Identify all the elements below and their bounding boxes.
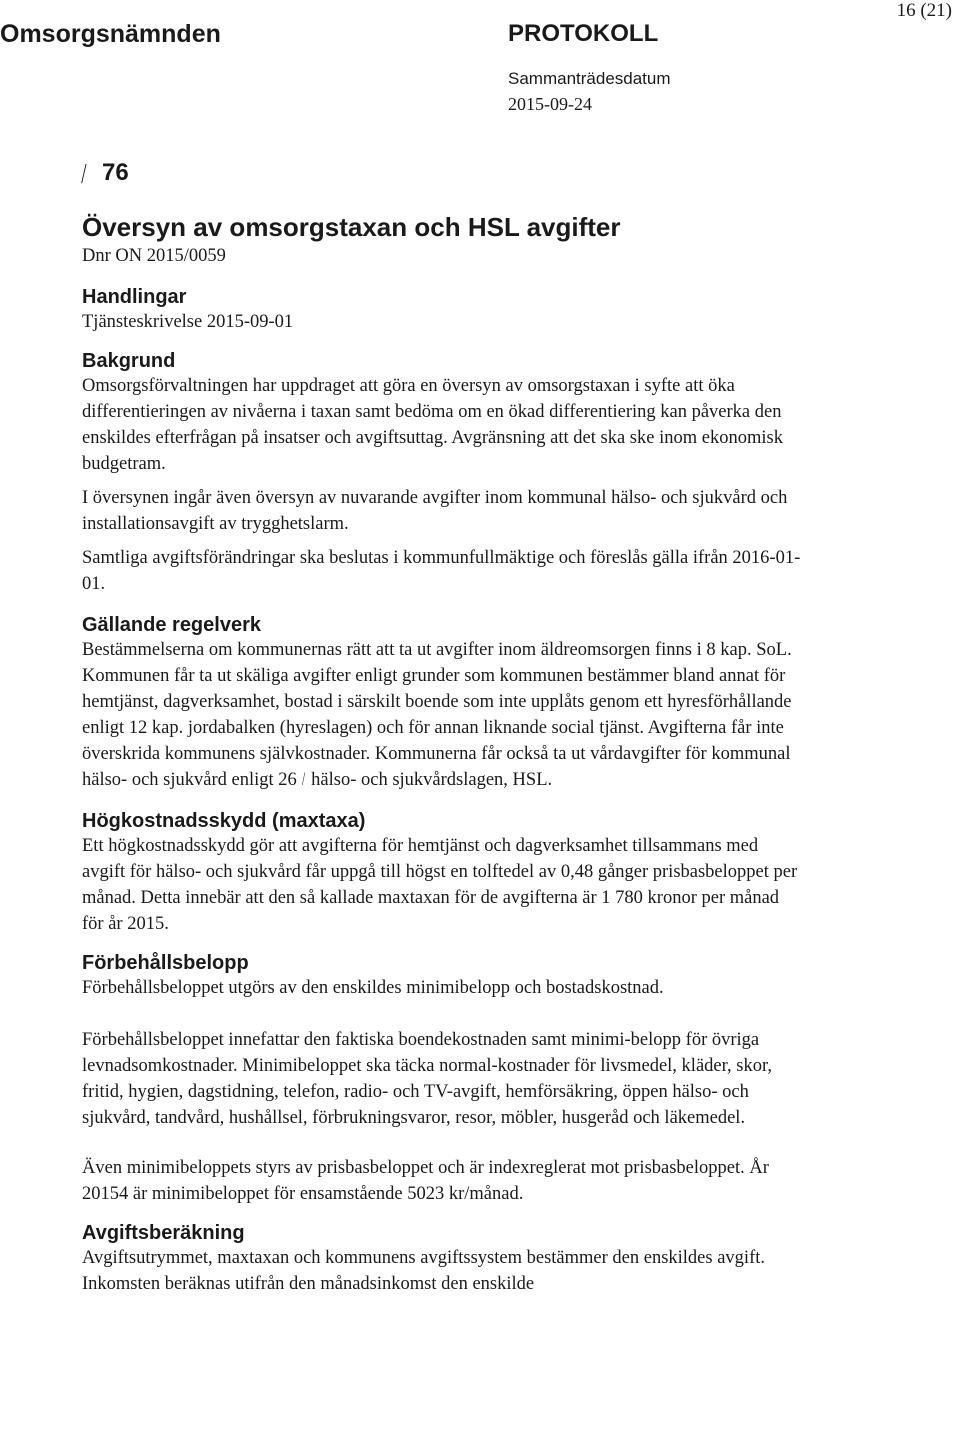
document-type: PROTOKOLL: [508, 20, 659, 47]
avgiftsberakning-text: Avgiftsutrymmet, maxtaxan och kommunens avgiftssystem bestämmer den enskildes avgift. Inkomsten beräknas utifrån den månadsinkomst den enskilde: [82, 1248, 765, 1294]
regelverk-text-start: Bestämmelserna om kommunernas rätt att ta ut avgifter inom äldreomsorgen finns i 8 kap. SoL. Kommunen får ta ut skäliga avgifter enligt grunder som kommunen bestämmer bland annat för hemtjänst, dagverksamhet, bostad i särskilt boende som inte upplåts genom ett hyresförhållande enligt 12 kap. jordabalken (hyreslagen) och för annan liknande social tjänst. Avgifterna får inte överskrida kommunens självkostnader. Kommunerna får också ta ut vårdavgifter för kommunal hälso- och sjukvård enligt 26: [82, 640, 792, 790]
handlingar-heading: Handlingar: [82, 286, 187, 308]
regelverk-text: [82, 637, 802, 793]
hogkostnadsskydd-text: Ett högkostnadsskydd gör att avgifterna för hemtjänst och dagverksamhet tillsammans med avgift för hälso- och sjukvård får uppgå till högst en tolftedel av 0,48 gånger prisbasbeloppet per månad. Detta innebär att den så kallade maxtaxan för de avgifterna är 1 780 kronor per månad för år 2015.: [82, 836, 798, 934]
meeting-date: 2015-09-24: [508, 94, 592, 114]
section-mark: /: [302, 770, 306, 790]
paragraph-number: [82, 154, 802, 192]
avgiftsberakning-heading: Avgiftsberäkning: [82, 1222, 245, 1244]
protocol-item: [82, 154, 802, 1297]
forbehallsbelopp-paragraph: Även minimibeloppets styrs av prisbasbeloppet och är indexreglerat mot prisbasbeloppet. År 20154 är minimibeloppet för ensamstående 5023 kr/månad.: [82, 1158, 769, 1204]
section-mark-icon: /: [81, 159, 87, 190]
paragraph-number-text: 76: [102, 159, 129, 186]
hogkostnadsskydd-heading: Högkostnadsskydd (maxtaxa): [82, 810, 366, 832]
diary-number: Dnr ON 2015/0059: [82, 246, 226, 266]
bakgrund-paragraph: Samtliga avgiftsförändringar ska beslutas i kommunfullmäktige och föreslås gälla ifrån 2016-01-01.: [82, 548, 801, 594]
handlingar-text: Tjänsteskrivelse 2015-09-01: [82, 312, 294, 332]
page-indicator: 16 (21): [896, 0, 952, 21]
item-title: Översyn av omsorgstaxan och HSL avgifter: [82, 212, 621, 242]
forbehallsbelopp-paragraph: Förbehållsbeloppet utgörs av den enskildes minimibelopp och bostadskostnad.: [82, 978, 664, 998]
regelverk-text-end: hälso- och sjukvårdslagen, HSL.: [311, 770, 553, 790]
forbehallsbelopp-paragraph: Förbehållsbeloppet innefattar den faktiska boendekostnaden samt minimi-belopp för övriga levnadsomkostnader. Minimibeloppet ska täcka normal-kostnader för livsmedel, kläder, skor, fritid, hygien, dagstidning, telefon, radio- och TV-avgift, hemförsäkring, öppen hälso- och sjukvård, tandvård, hushållsel, förbrukningsvaror, resor, möbler, husgeråd och läkemedel.: [82, 1030, 773, 1128]
regelverk-heading: Gällande regelverk: [82, 614, 261, 636]
forbehallsbelopp-heading: Förbehållsbelopp: [82, 952, 249, 974]
bakgrund-paragraph: I översynen ingår även översyn av nuvarande avgifter inom kommunal hälso- och sjukvård och installationsavgift av trygghetslarm.: [82, 488, 788, 534]
meeting-date-label: Sammanträdesdatum: [508, 69, 671, 88]
bakgrund-paragraph: Omsorgsförvaltningen har uppdraget att göra en översyn av omsorgstaxan i syfte att öka differentieringen av nivåerna i taxan samt bedöma om en ökad differentiering kan påverka den enskildes efterfrågan på insatser och avgiftsuttag. Avgränsning att det ska ske inom ekonomisk budgetram.: [82, 376, 783, 474]
organisation-name: Omsorgsnämnden: [0, 20, 221, 48]
bakgrund-heading: Bakgrund: [82, 350, 176, 372]
